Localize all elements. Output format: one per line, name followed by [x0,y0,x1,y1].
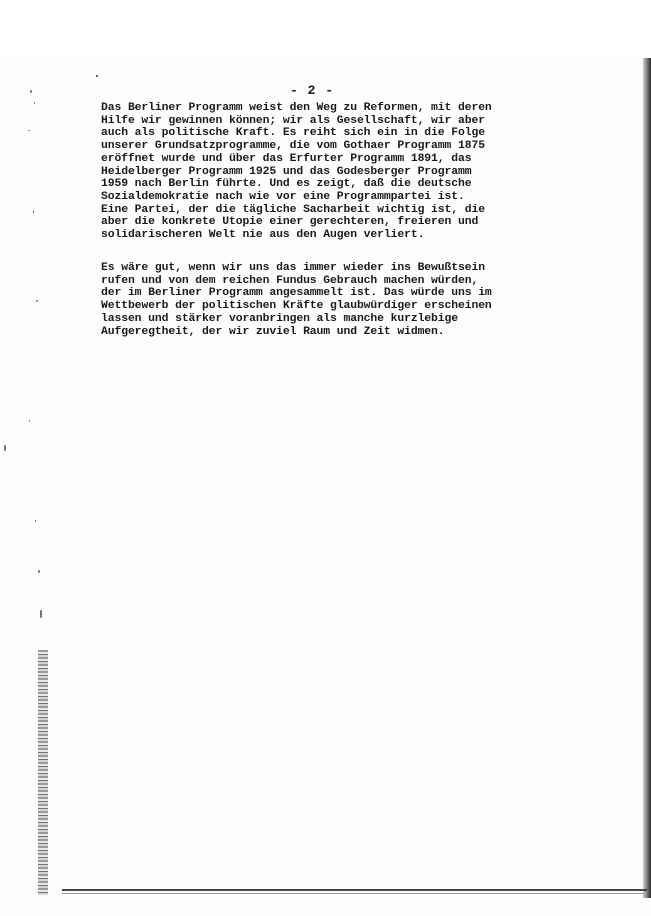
text-line: der im Berliner Programm angesammelt ist. Das würde uns im [101,287,492,300]
text-line: Wettbewerb der politischen Kräfte glaubwürdiger erscheinen [101,300,492,313]
scan-bottom-edge-shadow [62,893,647,894]
stray-mark [96,75,98,77]
text-line: lassen und stärker voranbringen als manche kurzlebige [101,312,458,325]
top-margin [0,0,651,60]
paragraph-1 [101,102,571,242]
text-line: Eine Partei, der die tägliche Sacharbeit wichtig ist, die [101,203,485,216]
text-line: eröffnet wurde und über das Erfurter Programm 1891, das [101,152,472,165]
paragraph-2 [101,262,571,338]
text-line: solidarischeren Welt nie aus den Augen verliert. [101,229,425,242]
text-line: Das Berliner Programm weist den Weg zu Reformen, mit deren [101,102,492,114]
scan-left-artifact [38,650,48,895]
text-line: aber die konkrete Utopie einer gerechteren, freieren und [101,216,479,229]
text-line: auch als politische Kraft. Es reiht sich ein in die Folge [101,127,485,140]
scan-left-noise [0,90,60,890]
text-line: Heidelberger Programm 1925 und das Godesberger Programm [101,165,472,178]
text-line: Aufgeregtheit, der wir zuviel Raum und Zeit widmen. [101,325,445,338]
text-line: 1959 nach Berlin führte. Und es zeigt, daß die deutsche [101,178,472,191]
text-line: Hilfe wir gewinnen können; wir als Gesellschaft, wir aber [101,114,485,127]
page-number: - 2 - [290,83,335,98]
text-line: rufen und von dem reichen Fundus Gebrauch machen würden, [101,274,479,287]
scan-right-edge [643,58,651,898]
text-line: Es wäre gut, wenn wir uns das immer wieder ins Bewußtsein [101,262,485,274]
scan-bottom-edge [62,889,647,891]
text-line: Sozialdemokratie nach wie vor eine Programmpartei ist. [101,190,465,203]
text-line: unserer Grundsatzprogramme, die vom Gothaer Programm 1875 [101,140,485,153]
